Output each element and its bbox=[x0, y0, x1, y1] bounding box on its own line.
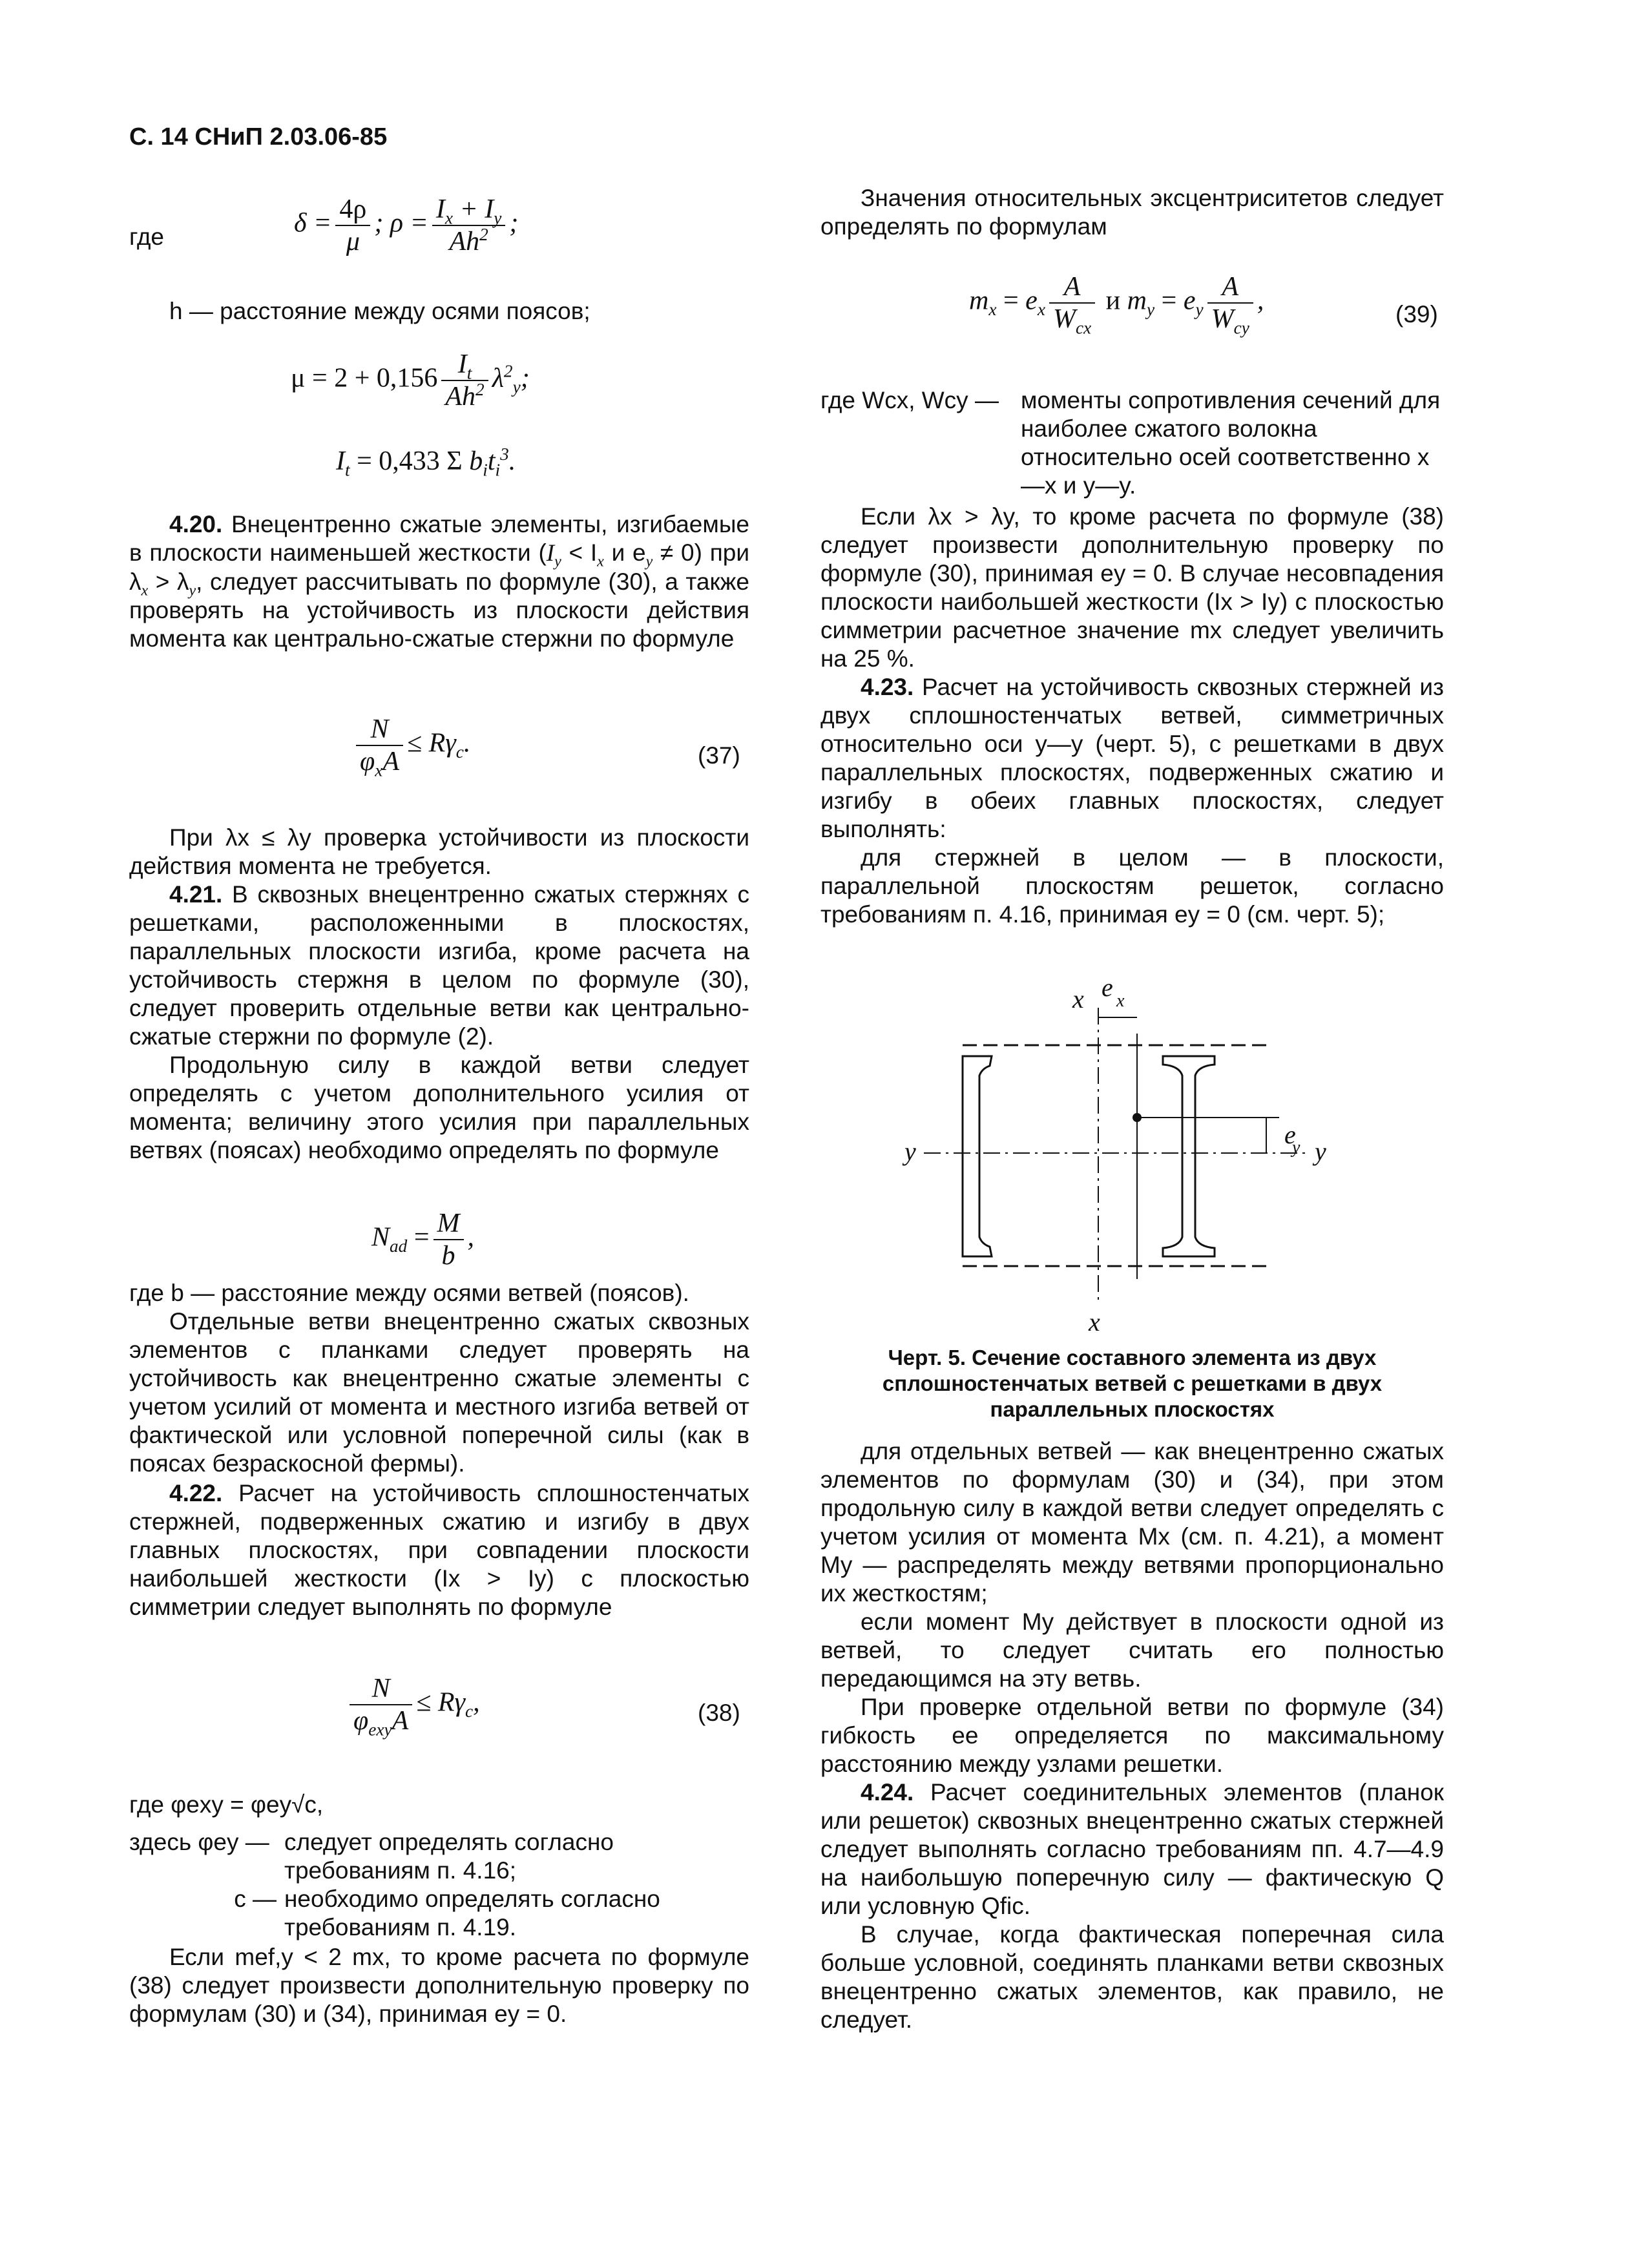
equation-number-37: (37) bbox=[698, 742, 740, 769]
section-b-def: где b — расстояние между осями ветвей (поясов). Отдельные ветви внецентренно сжатых сквозных элементов с планками следует проверять на устойчивость как внецентренно сжатые элементы с учетом усилий от момента и местного изгиба ветвей от фактической или условной поперечной силы (как в поясах безраскосной фермы). bbox=[129, 1280, 749, 1477]
label-ex-sub: x bbox=[1116, 991, 1125, 1011]
formula-it: $I_t = 0,433$ Σ $b_it_i^3$. bbox=[336, 444, 516, 480]
label-ey: e bbox=[1284, 1120, 1296, 1149]
where-intro: где bbox=[129, 224, 165, 250]
paragraph-lambda-x: Если λx > λy, то кроме расчета по формуле (38) следует произвести дополнительную проверку по формуле (30), принимая ey = 0. В случае несовпадения плоскости наибольшей жесткости (Ix > Iy) с плоскостью симметрии расчетное значение mx следует увеличить на 25 %. bbox=[820, 503, 1444, 672]
formula-delta-rho: δ = $\frac{4\rho}{\mu}$ ; ρ = $\frac{I_x + I_y}{Ah^2}$ ; bbox=[294, 194, 519, 256]
label-ey-sub: y bbox=[1292, 1138, 1300, 1158]
section-4-23: 4.23. Расчет на устойчивость сквозных стержней из двух сплошностенчатых ветвей, симметричных относительно оси y—y (черт. 5), с решетками в двух параллельных плоскостях, подверженных сжатию и изгибу в обеих главных плоскостях, следует выполнять: для стержней в целом — в плоскости, параллельной плоскостям решеток, согласно требованиям п. 4.16, принимая ey = 0 (см. черт. 5); bbox=[820, 674, 1444, 928]
formula-37: $\frac{N}{\varphi_xA}$ ≤ $R\gamma_c$. bbox=[352, 714, 470, 777]
label-x-bottom: x bbox=[1089, 1307, 1100, 1337]
ibeam-branch bbox=[1163, 1056, 1215, 1256]
equation-number-38: (38) bbox=[698, 1700, 740, 1726]
label-x-top: x bbox=[1072, 984, 1084, 1014]
where-phi: где φexy = φey√c, bbox=[129, 1791, 324, 1818]
definition-list: здесь φey — следует определять согласно требованиям п. 4.16; c — необходимо определять согласно требованиям п. 4.19. bbox=[129, 1829, 660, 1940]
load-point-marker bbox=[1133, 1113, 1142, 1122]
page-header: С. 14 СНиП 2.03.06-85 bbox=[129, 123, 388, 151]
h-definition: h — расстояние между осями поясов; bbox=[169, 298, 590, 324]
paragraph-mef: Если mef,y < 2 mx, то кроме расчета по формуле (38) следует произвести дополнительную проверку по формулам (30) и (34), принимая ey = 0. bbox=[129, 1944, 749, 2027]
label-y-right: y bbox=[1315, 1137, 1326, 1166]
channel-branch bbox=[963, 1056, 992, 1256]
label-y-left: y bbox=[904, 1137, 916, 1166]
section-branches: для отдельных ветвей — как внецентренно сжатых элементов по формулам (30) и (34), при этом продольную силу в каждой ветви следует определять с учетом усилия от момента Mx (см. п. 4.21), а момент My — распределять между ветвями пропорционально их жесткостям; если момент My действует в плоскости одной из ветвей, то следует считать его полностью передающимся на эту ветвь. При проверке отдельной ветви по формуле (34) гибкость ее определяется по максимальному расстоянию между узлами решетки. 4.24. Расчет соединительных элементов (планок или решеток) сквозных внецентренно сжатых стержней следует выполнять согласно требованиям пп. 4.7—4.9 на наибольшую поперечную силу — фактическую Q или условную Qfic. В случае, когда фактическая поперечная сила больше условной, соединять планками ветви сквозных внецентренно сжатых элементов, как правило, не следует. bbox=[820, 1438, 1444, 2033]
section-4-21: 4.21. В сквозных внецентренно сжатых стержнях с решетками, расположенными в плоскостях, параллельных плоскости изгиба, кроме расчета на устойчивость стержня в целом по формуле (30), следует проверить отдельные ветви как центрально-сжатые стержни по формуле (2). Продольную силу в каждой ветви следует определять с учетом дополнительного усилия от момента; величину этого усилия при параллельных ветвях (поясах) необходимо определять по формуле bbox=[129, 881, 749, 1163]
formula-38: $\frac{N}{\varphi_{exy}A}$ ≤ $R\gamma_c$, bbox=[346, 1673, 480, 1736]
figure-section-diagram bbox=[879, 956, 1383, 1337]
section-4-22: 4.22. Расчет на устойчивость сплошностенчатых стержней, подверженных сжатию и изгибу в двух главных плоскостях, при совпадении плоскости наибольшей жесткости (Ix > Iy) с плоскостью симметрии следует выполнять по формуле bbox=[129, 1480, 749, 1620]
equation-number-39: (39) bbox=[1395, 301, 1438, 328]
paragraph-lambda: При λx ≤ λy проверка устойчивости из плоскости действия момента не требуется. bbox=[129, 824, 749, 879]
figure-caption: Черт. 5. Сечение составного элемента из двух сплошностенчатых ветвей с решетками в двух параллельных плоскостях bbox=[882, 1346, 1383, 1421]
formula-mu: μ = 2 + 0,156 $\frac{I_t}{Ah^2}$ $\lambda^2_y$; bbox=[291, 349, 530, 411]
label-ex: e bbox=[1102, 973, 1113, 1002]
section-4-20: 4.20. Внецентренно сжатые элементы, изгибаемые в плоскости наименьшей жесткости ($I_y < I_x$ и $e_y \ne 0$) при $\lambda_x > \lambda_y$, следует рассчитывать по формуле (30), а также проверять на устойчивость из плоскости действия момента как центрально-сжатые стержни по формуле bbox=[129, 511, 749, 652]
formula-nad: $N_{ad}$ = $\frac{M}{b}$ , bbox=[371, 1209, 474, 1271]
formula-39: $m_x = e_x$ $\frac{A}{W_{cx}}$ и $m_y = e_y$ $\frac{A}{W_{cy}}$ , bbox=[969, 272, 1264, 338]
w-definition: где Wcx, Wcy — моменты сопротивления сечений для наиболее сжатого волокна относительно осей соответственно x—x и y—y. bbox=[820, 387, 1441, 499]
paragraph-eccentricities: Значения относительных эксцентриситетов следует определять по формулам bbox=[820, 185, 1444, 240]
